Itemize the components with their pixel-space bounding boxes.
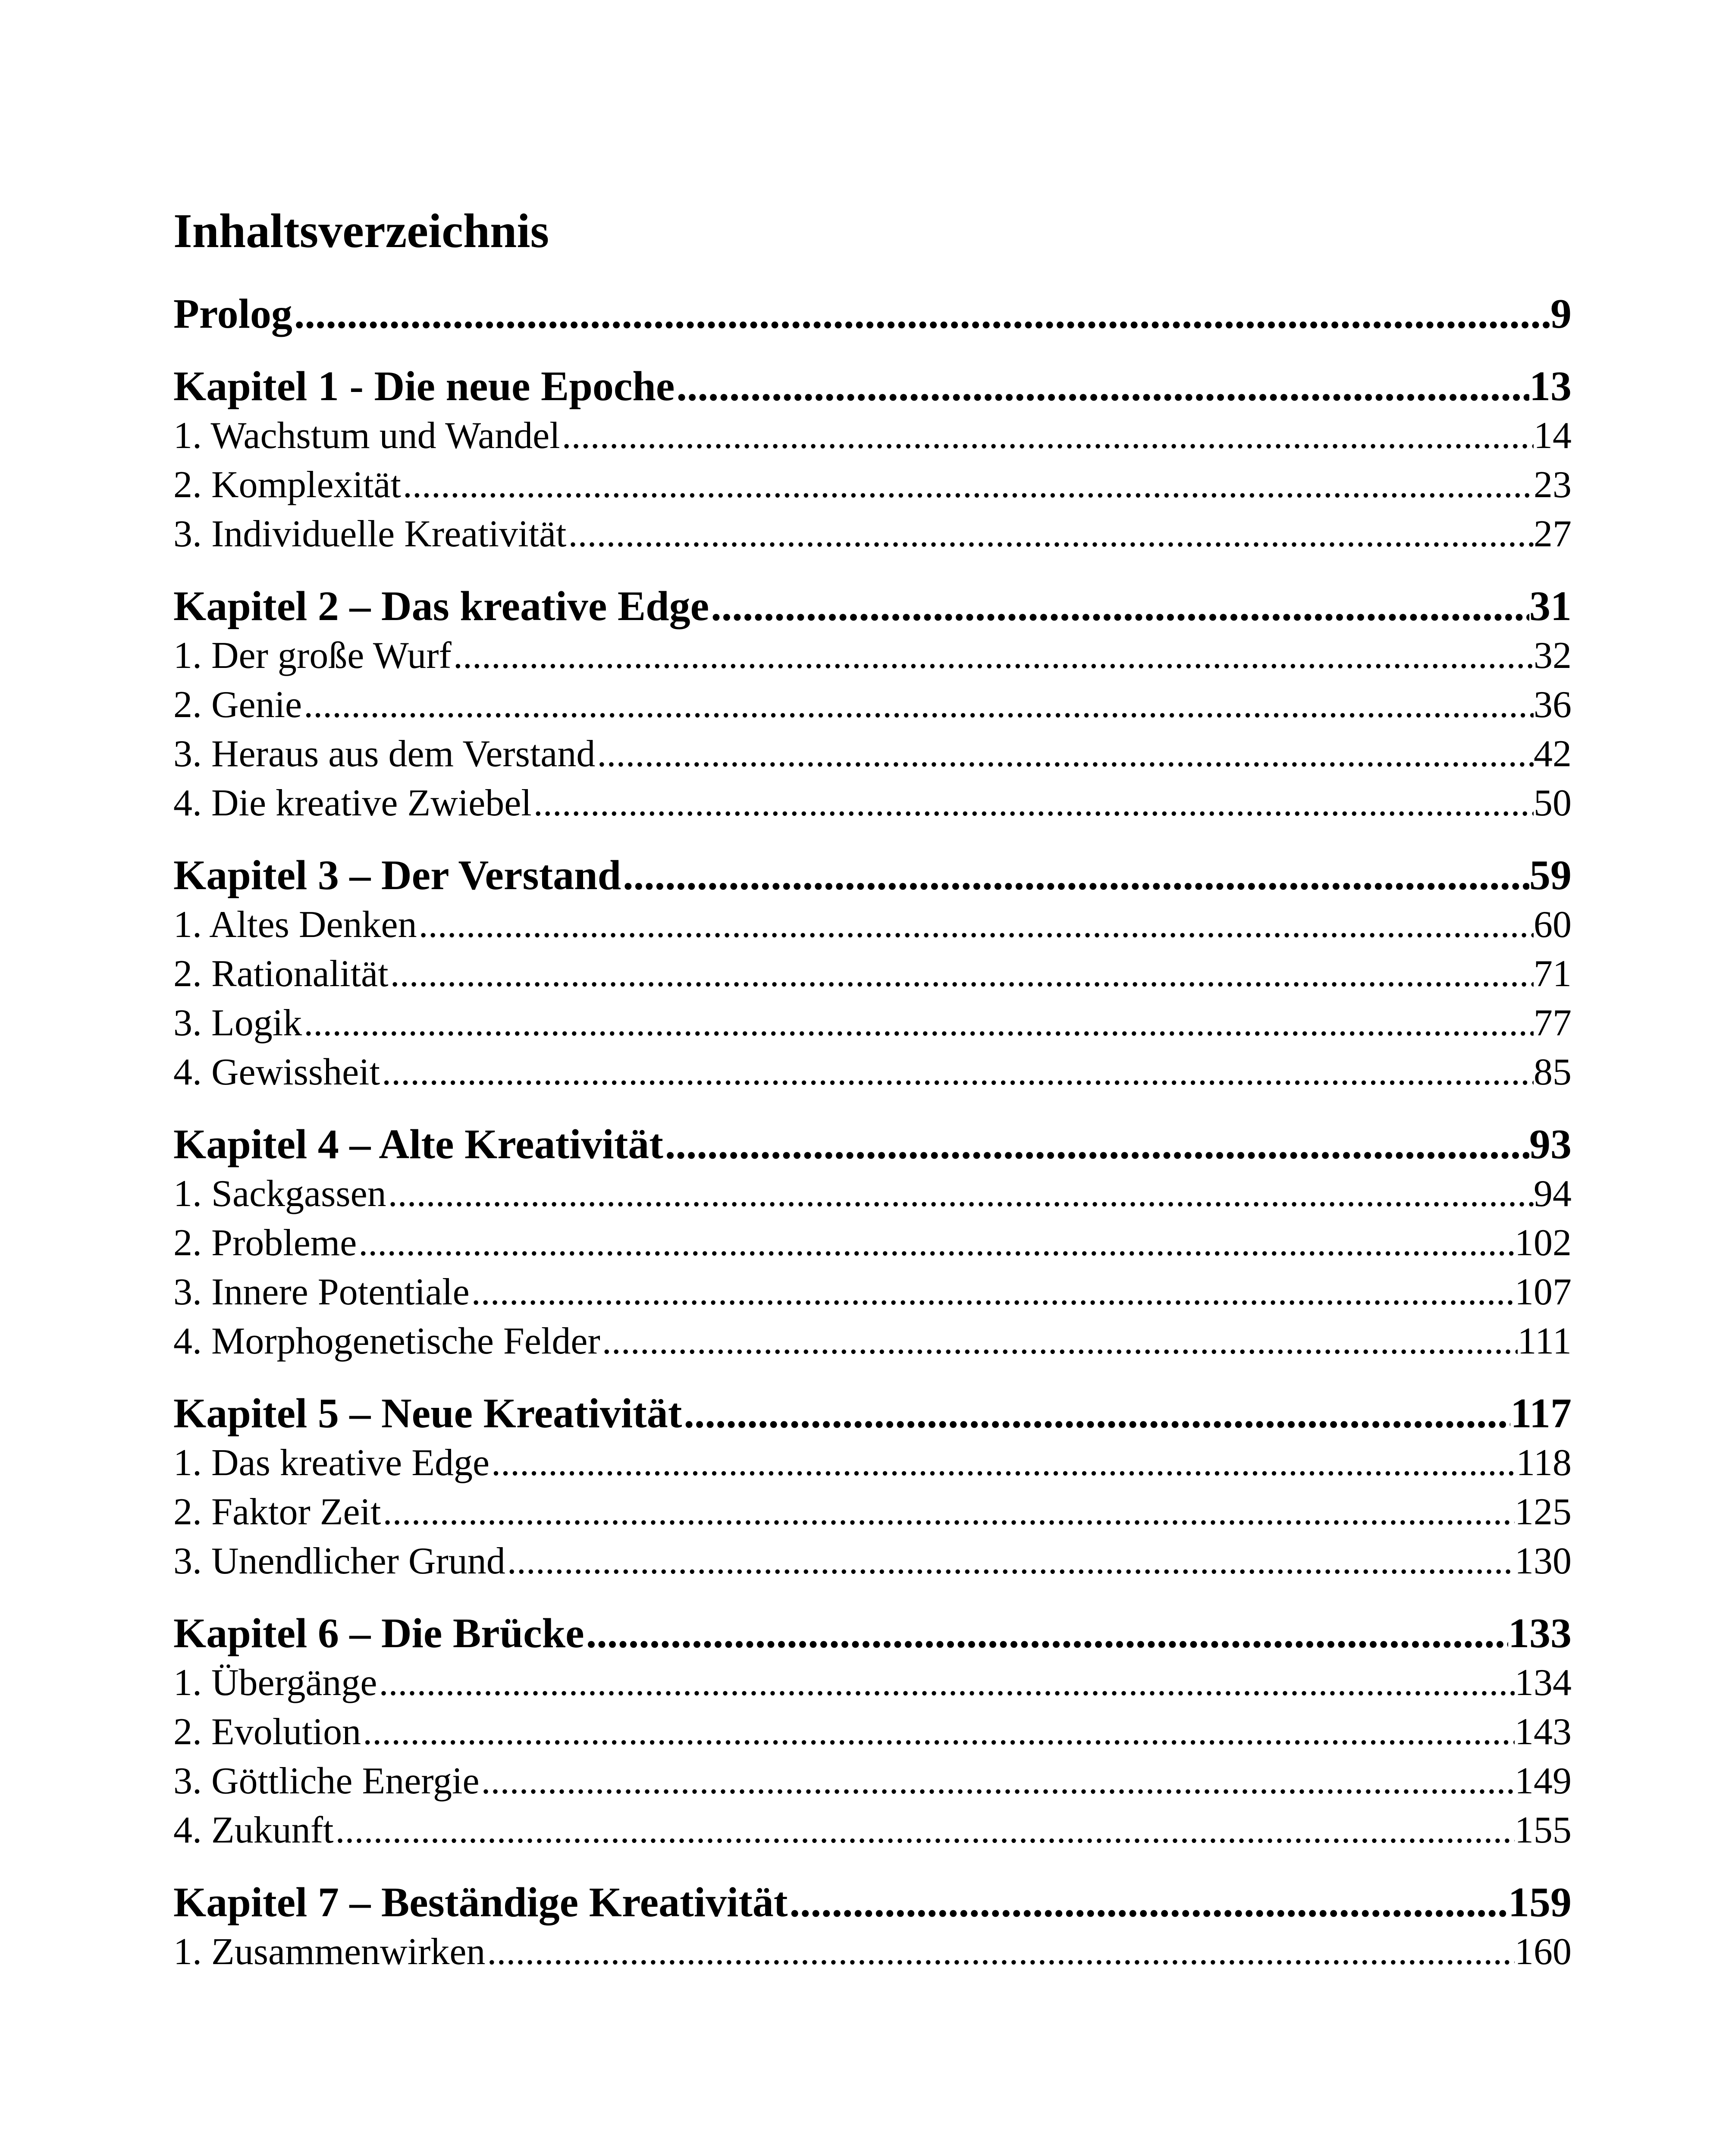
dot-leader [709,581,1529,631]
section-title: 3. Göttliche Energie [173,1760,480,1802]
section-title: 4. Gewissheit [173,1051,380,1093]
chapter-title: Kapitel 7 – Beständige Kreativität [173,1879,788,1926]
toc-section-entry [173,950,1572,999]
section-title: 1. Sackgassen [173,1173,386,1215]
toc-container [173,204,1572,1977]
chapter-page-number: 31 [1529,583,1572,630]
toc-chapter-entry [173,1877,1572,1927]
toc-section-entry [173,900,1572,950]
section-page-number: 143 [1515,1711,1572,1753]
chapter-title: Kapitel 3 – Der Verstand [173,852,621,899]
section-page-number: 130 [1515,1540,1572,1582]
section-title: 3. Logik [173,1002,302,1044]
dot-leader [470,1268,1515,1317]
chapter-title: Kapitel 4 – Alte Kreativität [173,1121,663,1168]
section-title: 2. Faktor Zeit [173,1491,381,1533]
dot-leader [682,1388,1510,1438]
section-page-number: 36 [1534,684,1572,726]
section-page-number: 23 [1534,464,1572,506]
toc-section-entry [173,1806,1572,1855]
dot-leader [302,999,1534,1048]
toc-section-entry [173,1927,1572,1977]
section-page-number: 134 [1515,1662,1572,1704]
section-page-number: 118 [1516,1442,1572,1484]
dot-leader [560,411,1534,461]
dot-leader [417,900,1534,950]
dot-leader [485,1927,1515,1977]
section-page-number: 125 [1515,1491,1572,1533]
section-title: 4. Die kreative Zwiebel [173,782,532,824]
dot-leader [621,850,1529,900]
toc-chapter-entry [173,1388,1572,1438]
section-page-number: 14 [1534,415,1572,457]
dot-leader [381,1488,1515,1537]
toc-section-entry [173,1317,1572,1366]
chapter-title: Prolog [173,291,292,337]
section-title: 3. Unendlicher Grund [173,1540,505,1582]
dot-leader [595,730,1534,779]
section-title: 3. Heraus aus dem Verstand [173,733,596,775]
toc-section-entry [173,1438,1572,1488]
toc-chapter-entry [173,361,1572,411]
dot-leader [377,1658,1515,1708]
section-page-number: 94 [1534,1173,1572,1215]
dot-leader [584,1608,1508,1658]
section-page-number: 77 [1534,1002,1572,1044]
toc-section-entry [173,411,1572,461]
dot-leader [357,1219,1515,1268]
section-page-number: 111 [1517,1320,1572,1362]
dot-leader [567,510,1534,559]
toc-section-entry [173,461,1572,510]
dot-leader [675,361,1529,411]
section-title: 4. Zukunft [173,1809,334,1851]
toc-section-entry [173,1757,1572,1806]
toc-section-entry [173,730,1572,779]
toc-section-entry [173,1219,1572,1268]
section-page-number: 160 [1515,1931,1572,1973]
toc-section-entry [173,1048,1572,1097]
dot-leader [386,1169,1534,1219]
toc-chapter-entry [173,289,1572,339]
section-title: 3. Individuelle Kreativität [173,513,567,555]
dot-leader [663,1119,1529,1169]
section-page-number: 60 [1534,904,1572,946]
chapter-page-number: 13 [1529,363,1572,410]
dot-leader [361,1708,1515,1757]
chapter-page-number: 59 [1529,852,1572,899]
chapter-title: Kapitel 1 - Die neue Epoche [173,363,675,410]
toc-section-entry [173,1169,1572,1219]
toc-section-entry [173,999,1572,1048]
section-page-number: 27 [1534,513,1572,555]
chapter-page-number: 159 [1508,1879,1572,1926]
section-title: 1. Zusammenwirken [173,1931,486,1973]
section-page-number: 42 [1534,733,1572,775]
section-page-number: 102 [1515,1222,1572,1264]
chapter-title: Kapitel 6 – Die Brücke [173,1610,584,1657]
toc-chapter-entry [173,1608,1572,1658]
dot-leader [292,289,1550,339]
chapter-page-number: 9 [1550,291,1572,337]
toc-section-entry [173,631,1572,680]
section-title: 2. Genie [173,684,302,726]
toc-chapter-entry [173,581,1572,631]
section-page-number: 71 [1534,953,1572,995]
section-page-number: 32 [1534,635,1572,677]
section-title: 1. Das kreative Edge [173,1442,490,1484]
section-title: 4. Morphogenetische Felder [173,1320,600,1362]
chapter-page-number: 117 [1510,1390,1572,1437]
dot-leader [389,950,1534,999]
dot-leader [788,1877,1509,1927]
chapter-page-number: 133 [1508,1610,1572,1657]
dot-leader [600,1317,1518,1366]
section-page-number: 85 [1534,1051,1572,1093]
dot-leader [452,631,1534,680]
section-title: 1. Altes Denken [173,904,417,946]
section-title: 1. Der große Wurf [173,635,452,677]
toc-section-entry [173,1708,1572,1757]
toc-section-entry [173,1488,1572,1537]
dot-leader [334,1806,1515,1855]
section-title: 1. Übergänge [173,1662,377,1704]
dot-leader [401,461,1534,510]
dot-leader [302,680,1534,730]
section-title: 2. Rationalität [173,953,389,995]
section-page-number: 149 [1515,1760,1572,1802]
section-page-number: 155 [1515,1809,1572,1851]
toc-section-entry [173,779,1572,828]
toc-chapter-entry [173,850,1572,900]
section-title: 2. Evolution [173,1711,361,1753]
section-title: 1. Wachstum und Wandel [173,415,560,457]
toc-section-entry [173,510,1572,559]
section-page-number: 107 [1515,1271,1572,1313]
toc-section-entry [173,1268,1572,1317]
toc-chapter-entry [173,1119,1572,1169]
dot-leader [489,1438,1516,1488]
toc-section-entry [173,1537,1572,1586]
dot-leader [480,1757,1515,1806]
section-title: 2. Komplexität [173,464,401,506]
section-title: 2. Probleme [173,1222,357,1264]
section-title: 3. Innere Potentiale [173,1271,470,1313]
toc-section-entry [173,680,1572,730]
section-page-number: 50 [1534,782,1572,824]
chapter-title: Kapitel 5 – Neue Kreativität [173,1390,682,1437]
dot-leader [505,1537,1515,1586]
toc-section-entry [173,1658,1572,1708]
chapter-title: Kapitel 2 – Das kreative Edge [173,583,709,630]
chapter-page-number: 93 [1529,1121,1572,1168]
toc-heading: Inhaltsverzeichnis [173,204,549,258]
dot-leader [380,1048,1534,1097]
toc-list [173,289,1572,1977]
dot-leader [532,779,1534,828]
